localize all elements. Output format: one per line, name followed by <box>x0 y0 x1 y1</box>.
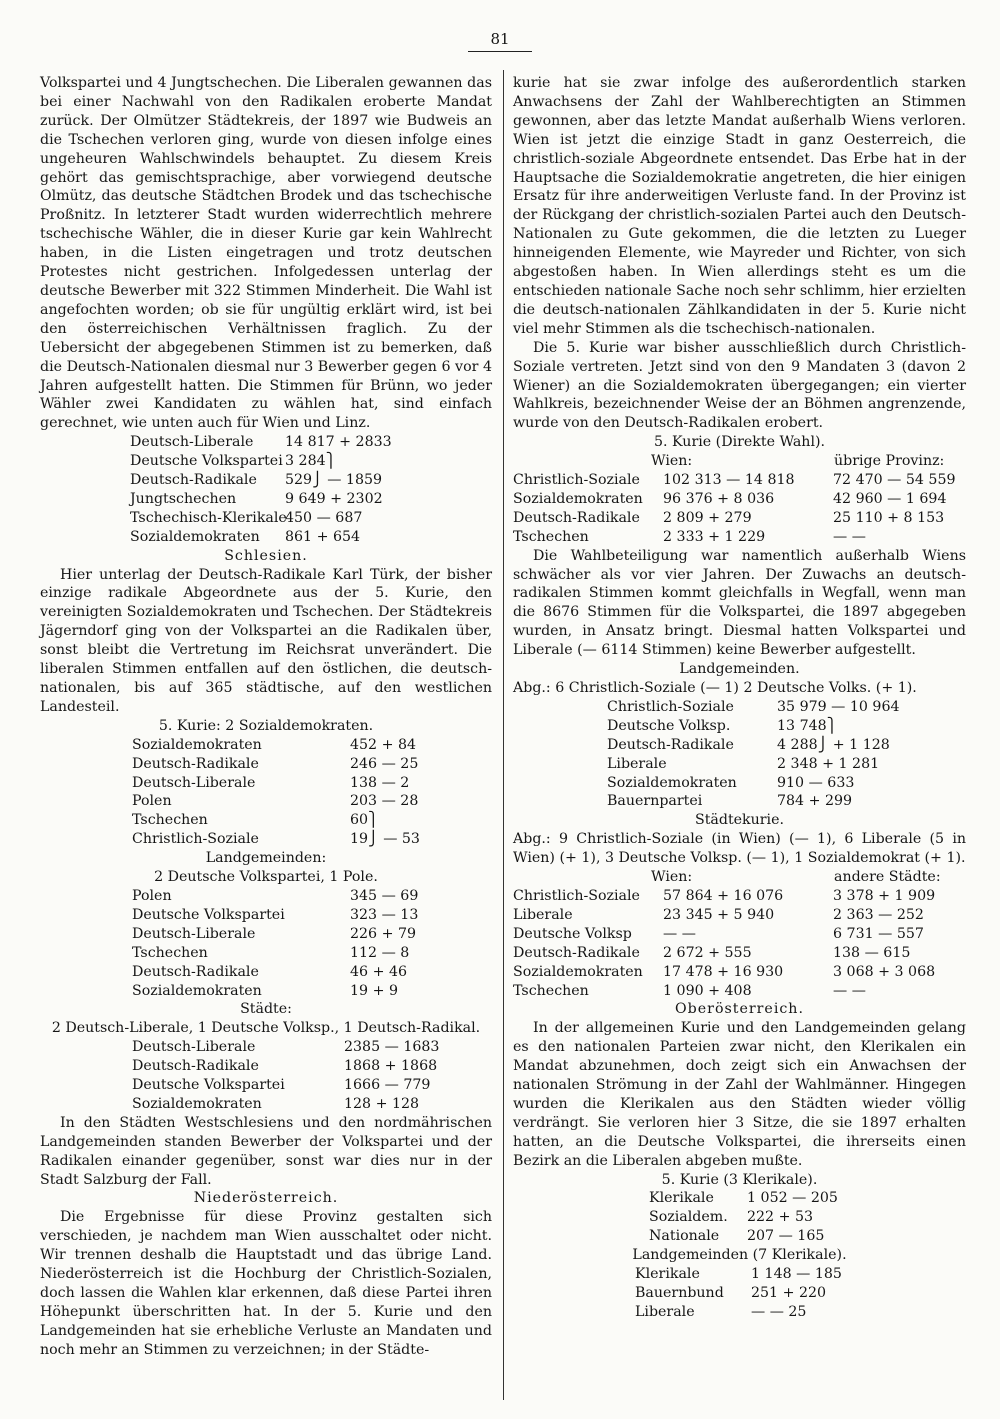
party-name: Deutsch-Radikale <box>130 472 257 489</box>
vote-value: 3 284⎫ <box>285 453 337 470</box>
table-row <box>132 830 492 849</box>
left-paragraph-4: Die Ergebnisse für diese Provinz gestalten sich verschieden, je nachdem man Wien ausschaltet oder nicht. Wir trennen deshalb die Hauptstadt und das übrige Land. Niederösterreich ist die Hochburg der Christlich-Sozialen, doch lassen die Wahlen klar erkennen, daß diese Partei ihren Höhepunkt überschritten hat. In der 5. Kurie und den Landgemeinden hat sie erhebliche Verluste an Mandaten und noch mehr an Stimmen zu verzeichnen; in der Städte- <box>40 1209 492 1358</box>
party-name: Deutsch-Liberale <box>132 925 256 942</box>
party-name: Sozialdemokraten <box>132 1095 262 1112</box>
left-paragraph-2: Hier unterlag der Deutsch-Radikale Karl Türk, der bisher einzige radikale Abgeordnete aus der 5. Kurie, den vereinigten Sozialdemokraten und Tschechen. Der Städtekreis Jägerndorf ging von der Volkspartei an die Radikalen über, sonst bleibt die Vertretung im Reichsrat unverändert. Die liberalen Stimmen entfallen auf den östlichen, die deutsch-nationalen, bis auf 365 städtische, auf den westlichen Landesteil. <box>40 566 492 715</box>
party-name: Sozialdemokraten <box>132 982 262 999</box>
subheading-staedte-seats: 2 Deutsch-Liberale, 1 Deutsche Volksp., 1 Deutsch-Radikal. <box>51 1020 481 1037</box>
party-name: Christlich-Soziale <box>132 831 259 848</box>
vote-value: 9 649 + 2302 <box>285 490 383 507</box>
table-row <box>132 1038 492 1057</box>
vote-value: 784 + 299 <box>777 793 853 810</box>
vote-value: 222 + 53 <box>747 1209 814 1226</box>
table-row <box>132 963 492 982</box>
left-paragraph-1: Volkspartei und 4 Jungtschechen. Die Liberalen gewannen das bei einer Nachwahl von den Radikalen eroberte Mandat zurück. Der Olmützer Städtekreis, der 1897 wie Budweis an die Tschechen verloren ging, wurde von diesen infolge eines ungeheuren Wahlschwindels behauptet. Zu diesem Kreis gehört das gemischtsprachige, aber vorwiegend deutsche Olmütz, das deutsche Städtchen Brodek und das tschechische Proßnitz. In letzterer Stadt wurden widerrechtlich mehrere tschechische Wähler, die in dieser Kurie gar kein Wahlrecht haben, in die Listen eingetragen und trotz deutschen Protestes nicht gestrichen. Infolgedessen unterlag der deutsche Bewerber mit 322 Stimmen Minderheit. Die Wahl ist angefochten worden; ob sie für ungültig erklärt wird, ist bei den österreichischen Verhältnissen fraglich. Zu der Uebersicht der abgegebenen Stimmen ist zu bemerken, daß die Deutsch-Nationalen diesmal nur 3 Bewerber gegen 6 vor 4 Jahren aufgestellt hatten. Die Stimmen für Brünn, wo jeder Wähler zwei Kandidaten zu wählen hat, sind einfach gerechnet, wie unten auch für Wien und Linz. <box>40 75 492 432</box>
vote-value: 450 — 687 <box>285 509 363 526</box>
page-number-rule <box>468 51 532 52</box>
wien-value: 1 090 + 408 <box>663 982 752 999</box>
party-name: Sozialdemokraten <box>132 736 262 753</box>
vote-value: 1 148 — 185 <box>751 1266 842 1283</box>
vote-value: 910 — 633 <box>777 774 855 791</box>
party-name: Christlich-Soziale <box>513 472 640 489</box>
party-name: Deutsch-Radikale <box>513 944 640 961</box>
other-value: — — <box>833 528 866 545</box>
table-row <box>132 1076 492 1095</box>
party-name: Deutsche Volkspartei <box>132 906 285 923</box>
vote-value: 1666 — 779 <box>344 1077 431 1094</box>
vote-value: 1 052 — 205 <box>747 1190 838 1207</box>
table-row <box>635 1284 966 1303</box>
vote-value: 529⎭ — 1859 <box>285 472 383 489</box>
table-row <box>649 1227 966 1246</box>
table-row <box>130 452 492 471</box>
vote-value: 14 817 + 2833 <box>285 434 392 451</box>
table-row <box>513 963 966 982</box>
header-other: andere Städte: <box>834 869 941 886</box>
vote-value: 2 348 + 1 281 <box>777 755 880 772</box>
left-paragraph-3: In den Städten Westschlesiens und den nordmährischen Landgemeinden standen Bewerber der Volkspartei und der Radikalen einander gegenüber, sonst war dies nur in der Stadt Salzburg der Fall. <box>40 1114 492 1188</box>
vote-value: — — 25 <box>751 1303 807 1320</box>
table-header-row <box>513 452 966 471</box>
party-name: Jungtschechen <box>130 490 237 507</box>
party-name: Bauernbund <box>635 1285 724 1301</box>
party-name: Klerikale <box>649 1190 714 1207</box>
party-name: Klerikale <box>635 1266 700 1283</box>
table-row <box>130 490 492 509</box>
table-schlesien-landgemeinden <box>132 887 492 1000</box>
party-name: Sozialdemokraten <box>607 774 737 791</box>
party-name: Deutsch-Liberale <box>132 1039 256 1056</box>
party-name: Tschechisch-Klerikale <box>130 509 287 526</box>
subheading-landgemeinden-seats: 2 Deutsche Volkspartei, 1 Pole. <box>154 869 378 886</box>
vote-value: 13 748⎫ <box>777 717 838 734</box>
subheading-ooe-kurie: 5. Kurie (3 Klerikale). <box>661 1171 818 1188</box>
table-row <box>132 944 492 963</box>
vote-value: 60⎫ <box>350 812 379 829</box>
subheading-landgemeinden: Landgemeinden: <box>205 850 327 867</box>
table-row <box>513 490 966 509</box>
other-value: 25 110 + 8 153 <box>833 509 945 526</box>
table-row <box>132 982 492 1001</box>
table-noe-landgemeinden <box>607 698 966 811</box>
party-name: Deutsche Volkspartei <box>132 1077 285 1094</box>
table-row <box>132 792 492 811</box>
party-name: Liberale <box>635 1303 695 1320</box>
vote-value: 46 + 46 <box>350 963 408 980</box>
table-row <box>607 698 966 717</box>
right-paragraph-2: Die 5. Kurie war bisher ausschließlich durch Christlich-Soziale vertreten. Jetzt sind von den 9 Mandaten 3 (davon 2 Wiener) an die Sozialdemokraten übergegangen; ein vierter Wahlkreis, bezeichnender Weise der an Böhmen angrenzende, wurde von den Deutsch-Radikalen erobert. <box>513 339 966 432</box>
header-other: übrige Provinz: <box>834 453 945 470</box>
page-number: 81 <box>490 30 510 48</box>
table-row <box>513 944 966 963</box>
party-name: Nationale <box>649 1228 720 1245</box>
other-value: 2 363 — 252 <box>833 906 924 923</box>
table-ooe-kurie <box>649 1189 966 1246</box>
table-row <box>513 982 966 1001</box>
table-row <box>132 755 492 774</box>
vote-value: 19⎭ — 53 <box>350 831 420 848</box>
vote-value: 226 + 79 <box>350 925 417 942</box>
wien-value: 57 864 + 16 076 <box>663 887 784 904</box>
wien-value: 23 345 + 5 940 <box>663 906 775 923</box>
header-wien: Wien: <box>651 869 693 886</box>
vote-value: 2385 — 1683 <box>344 1039 440 1056</box>
subheading-direkte-wahl: 5. Kurie (Direkte Wahl). <box>653 434 826 451</box>
party-name: Liberale <box>513 906 573 923</box>
table-row <box>132 811 492 830</box>
party-name: Sozialdemokraten <box>513 490 643 507</box>
other-value: 3 068 + 3 068 <box>833 963 936 980</box>
table-row <box>130 528 492 547</box>
table-ooe-landgemeinden <box>635 1265 966 1322</box>
vote-value: 112 — 8 <box>350 944 410 961</box>
table-row <box>635 1303 966 1322</box>
table-row <box>607 774 966 793</box>
party-name: Tschechen <box>513 982 589 999</box>
party-name: Bauernpartei <box>607 793 703 810</box>
party-name: Deutsch-Liberale <box>130 434 254 451</box>
table-header-row <box>513 868 966 887</box>
heading-oberoesterreich: Oberösterreich. <box>675 1001 804 1018</box>
table-row <box>635 1265 966 1284</box>
table-mähren-votes <box>130 433 492 546</box>
vote-value: 246 — 25 <box>350 755 419 772</box>
table-row <box>132 774 492 793</box>
vote-value: 203 — 28 <box>350 793 419 810</box>
table-row <box>132 887 492 906</box>
other-value: 42 960 — 1 694 <box>833 490 947 507</box>
header-spacer <box>513 452 651 471</box>
party-name: Liberale <box>607 755 667 772</box>
vote-value: 19 + 9 <box>350 982 398 999</box>
party-name: Deutsch-Radikale <box>132 755 259 772</box>
table-row <box>132 1095 492 1114</box>
right-paragraph-4: In der allgemeinen Kurie und den Landgemeinden gelang es den nationalen Parteien zwar nicht, den Klerikalen ein Mandat abzunehmen, doch zeigt sich ein Anwachsen der nationalen Strömung in der Zahl der Wahlmänner. Hingegen wurden die Klerikalen aus den Städten wieder völlig verdrängt. Sie verloren hier 3 Sitze, die sie 1897 erhalten hatten, an die Deutsche Volkspartei, die ihrerseits einen Bezirk an die Liberalen abgeben mußte. <box>513 1020 966 1169</box>
vote-value: 345 — 69 <box>350 887 419 904</box>
table-row <box>130 433 492 452</box>
other-value: 6 731 — 557 <box>833 925 924 942</box>
noe-landgemeinden-seats: Abg.: 6 Christlich-Soziale (— 1) 2 Deutsche Volks. (+ 1). <box>513 680 917 696</box>
party-name: Deutsche Volkspartei <box>130 453 283 470</box>
party-name: Deutsch-Radikale <box>513 509 640 526</box>
vote-value: 861 + 654 <box>285 528 361 545</box>
party-name: Sozialdemokraten <box>130 528 260 545</box>
table-row <box>607 755 966 774</box>
subheading-staedte: Städte: <box>240 1001 292 1018</box>
party-name: Deutsch-Radikale <box>132 963 259 980</box>
header-wien: Wien: <box>651 453 693 470</box>
table-noe-kurie <box>513 452 966 547</box>
vote-value: 138 — 2 <box>350 774 410 791</box>
subheading-noe-landgemeinden: Landgemeinden. <box>679 661 800 678</box>
subheading-kurie-schlesien: 5. Kurie: 2 Sozialdemokraten. <box>158 717 374 734</box>
table-row <box>513 509 966 528</box>
right-paragraph-3: Die Wahlbeteiligung war namentlich außerhalb Wiens schwächer als vor vier Jahren. Der Zuwachs an deutsch-radikalen Stimmen kommt gleichfalls in Wegfall, wenn man die 8676 Stimmen für die Volkspartei, die 1897 abgegeben wurden, in Ansatz bringt. Diesmal hatten Volkspartei und Liberale (— 6114 Stimmen) keine Bewerber aufgestellt. <box>513 547 966 659</box>
wien-value: 2 333 + 1 229 <box>663 528 766 545</box>
party-name: Polen <box>132 793 172 810</box>
party-name: Christlich-Soziale <box>513 887 640 904</box>
right-paragraph-1: kurie hat sie zwar infolge des außerordentlich starken Anwachsens der Zahl der Wahlberechtigten an Stimmen gewonnen, aber das letzte Mandat außerhalb Wiens verloren. Wien ist jetzt die einzige Stadt in ganz Oesterreich, die christlich-soziale Abgeordnete entsendet. Das Erbe hat in der Hauptsache die Sozialdemokratie angetreten, die hier einigen Ersatz für ihre anderweitigen Verluste fand. In der Provinz ist der Rückgang der christlich-sozialen Partei auch den Deutsch-Nationalen zu Gute gekommen, die die letzten zu Lueger hinneigenden Elemente, wie Mayreder und Richter, von sich abgestoßen haben. In Wien allerdings steht es um die entschieden nationale Sache noch sehr schlimm, hier erzielten die deutsch-nationalen Zählkandidaten in der 5. Kurie nicht viel mehr Stimmen als die tschechisch-nationalen. <box>513 75 966 337</box>
table-row <box>132 906 492 925</box>
other-value: 138 — 615 <box>833 944 911 961</box>
staedtekurie-seats: Abg.: 9 Christlich-Soziale (in Wien) (— 1), 6 Liberale (5 in Wien) (+ 1), 3 Deutsche Volksp. (— 1), 1 Sozialdemokrat (+ 1). <box>513 831 966 867</box>
table-noe-staedte <box>513 868 966 1000</box>
wien-value: 2 672 + 555 <box>663 944 752 961</box>
party-name: Sozialdemokraten <box>513 963 643 980</box>
party-name: Tschechen <box>132 944 208 961</box>
table-schlesien-staedte <box>132 1038 492 1114</box>
subheading-staedtekurie: Städtekurie. <box>694 812 785 829</box>
party-name: Polen <box>132 887 172 904</box>
other-value: 3 378 + 1 909 <box>833 887 936 904</box>
table-row <box>130 471 492 490</box>
table-row <box>132 1057 492 1076</box>
party-name: Deutsch-Liberale <box>132 774 256 791</box>
column-divider <box>503 70 504 1400</box>
party-name: Tschechen <box>513 528 589 545</box>
vote-value: 35 979 — 10 964 <box>777 698 900 715</box>
vote-value: 323 — 13 <box>350 906 419 923</box>
table-row <box>513 471 966 490</box>
subheading-ooe-landgemeinden: Landgemeinden (7 Klerikale). <box>632 1247 847 1264</box>
other-value: — — <box>833 982 866 999</box>
vote-value: 4 288⎭ + 1 128 <box>777 736 890 753</box>
wien-value: 96 376 + 8 036 <box>663 490 775 507</box>
table-row <box>607 792 966 811</box>
wien-value: 17 478 + 16 930 <box>663 963 784 980</box>
party-name: Christlich-Soziale <box>607 698 734 715</box>
heading-niederoesterreich: Niederösterreich. <box>193 1190 339 1207</box>
table-row <box>513 887 966 906</box>
wien-value: 102 313 — 14 818 <box>663 472 795 489</box>
vote-value: 128 + 128 <box>344 1095 420 1112</box>
table-row <box>513 528 966 547</box>
other-value: 72 470 — 54 559 <box>833 472 956 489</box>
party-name: Tschechen <box>132 812 208 829</box>
table-schlesien-kurie <box>132 736 492 849</box>
party-name: Deutsche Volksp. <box>607 717 731 734</box>
table-row <box>607 736 966 755</box>
party-name: Deutsch-Radikale <box>607 736 734 753</box>
table-row <box>513 906 966 925</box>
party-name: Deutsch-Radikale <box>132 1058 259 1075</box>
header-spacer <box>513 868 651 887</box>
table-row <box>649 1208 966 1227</box>
party-name: Deutsche Volksp <box>513 925 632 942</box>
table-row <box>130 509 492 528</box>
vote-value: 452 + 84 <box>350 736 417 753</box>
table-row <box>649 1189 966 1208</box>
table-row <box>132 925 492 944</box>
heading-schlesien: Schlesien. <box>224 547 308 564</box>
table-row <box>513 925 966 944</box>
vote-value: 1868 + 1868 <box>344 1058 438 1075</box>
wien-value: 2 809 + 279 <box>663 509 752 526</box>
party-name: Sozialdem. <box>649 1209 728 1226</box>
vote-value: 251 + 220 <box>751 1285 827 1301</box>
wien-value: — — <box>663 925 696 942</box>
vote-value: 207 — 165 <box>747 1228 825 1245</box>
left-column <box>40 74 492 1360</box>
right-column <box>513 74 966 1322</box>
table-row <box>132 736 492 755</box>
table-row <box>607 717 966 736</box>
